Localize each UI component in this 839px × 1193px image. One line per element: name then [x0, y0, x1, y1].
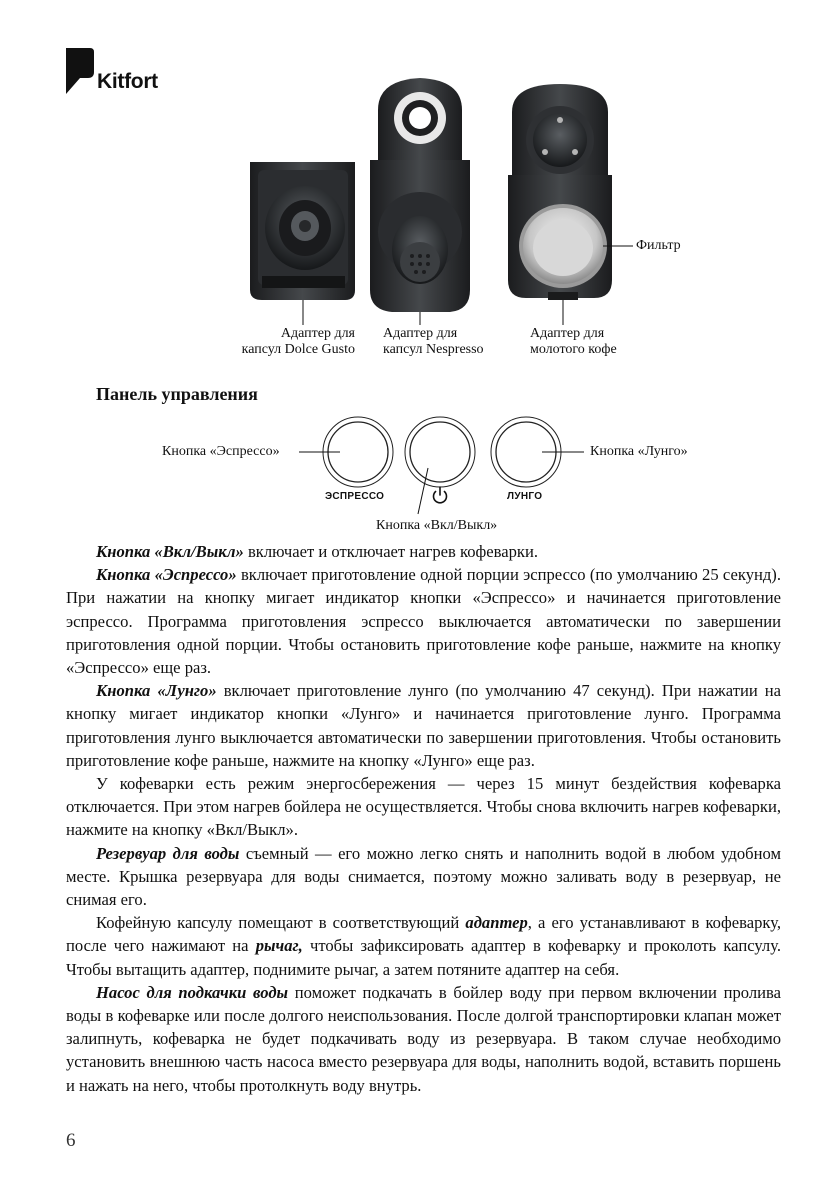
caption-espresso: ЭСПРЕССО — [325, 491, 385, 502]
power-icon — [434, 487, 447, 503]
adapter-nespresso-image — [370, 78, 470, 312]
page-number: 6 — [66, 1130, 76, 1151]
body-text — [66, 540, 781, 1097]
caption-filter: Фильтр — [636, 238, 681, 253]
brand-name: Kitfort — [97, 70, 158, 93]
adapter-dolce-gusto-image — [250, 162, 355, 300]
para-lungo-button: Кнопка «Лунго» включает приготовление лунго (по умолчанию 47 секунд). При нажатии на кнопку мигает индикатор кнопки «Лунго» и начинается приготовление лунго. Программа приготовления лунго выключается автоматически по завершении приготовления. Чтобы остановить приготовление кофе раньше, нажмите на кнопку «Лунго» еще раз. — [66, 681, 781, 770]
caption-dolce-gusto: Адаптер для капсул Dolce Gusto — [241, 326, 355, 357]
para-espresso-button: Кнопка «Эспрессо» включает приготовление одной порции эспрессо (по умолчанию 25 секунд). При нажатии на кнопку мигает индикатор кнопки «Эспрессо» и начинается приготовление эспрессо. Программа приготовления эспрессо выключается автоматически по завершении приготовления одной порции. Чтобы остановить приготовление кофе раньше, нажмите на кнопку «Эспрессо» еще раз. — [66, 565, 781, 678]
label-lungo-button: Кнопка «Лунго» — [590, 444, 688, 459]
para-water-pump: Насос для подкачки воды поможет подкачать в бойлер воду при первом включении пролива воды в кофеварке или после долгого неиспользования. После долгой транспортировки клапан может залипнуть, кофеварка не будет подкачивать воду из резервуара. В таком случае необходимо установить внешнюю часть насоса вместо резервуара для воды, наполнить водой, вставить поршень и нажать на него, чтобы протолкнуть воду внутрь. — [66, 982, 781, 1095]
para-power-button: Кнопка «Вкл/Выкл» включает и отключает нагрев кофеварки. — [96, 542, 539, 561]
para-water-tank: Резервуар для воды съемный — его можно легко снять и наполнить водой в любом удобном месте. Крышка резервуара для воды снимается, поэтому можно заливать воду в резервуар, не снимая его. — [66, 843, 781, 910]
para-adapter: Кофейную капсулу помещают в соответствующий адаптер, а его устанавливают в кофеварку, после чего нажимают на рычаг, чтобы зафиксировать адаптер в кофеварку и проколоть капсулу. Чтобы вытащить адаптер, поднимите рычаг, а затем потяните адаптер на себя. — [66, 913, 781, 979]
adapters-photo — [0, 0, 839, 380]
label-espresso-button: Кнопка «Эспрессо» — [162, 444, 280, 459]
section-heading-control-panel: Панель управления — [96, 384, 258, 404]
para-energy-saving: У кофеварки есть режим энергосбережения — через 15 минут бездействия кофеварка отключается. При этом нагрев бойлера не осуществляется. Чтобы снова включить нагрев кофеварки, нажмите на кнопку «Вкл/Выкл». — [66, 774, 781, 840]
label-power-button: Кнопка «Вкл/Выкл» — [376, 518, 498, 533]
caption-lungo: ЛУНГО — [507, 491, 543, 502]
power-button-circle — [405, 417, 475, 487]
caption-nespresso: Адаптер для капсул Nespresso — [383, 326, 484, 357]
caption-ground-coffee: Адаптер для молотого кофе — [530, 326, 617, 357]
adapter-ground-coffee-image — [508, 84, 612, 300]
